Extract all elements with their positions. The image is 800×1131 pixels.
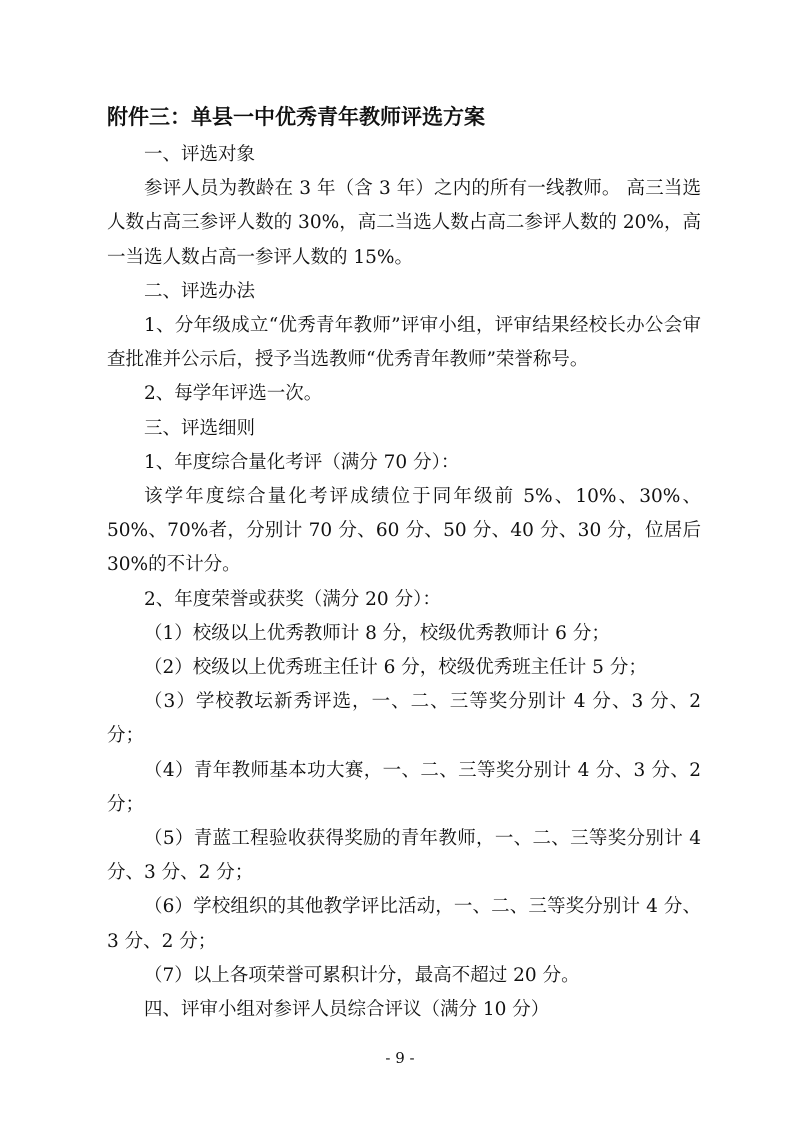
section-heading-4: 四、评审小组对参评人员综合评议（满分 10 分） — [144, 999, 550, 1021]
paragraph-method-1: 1、分年级成立“优秀青年教师”评审小组，评审结果经校长办公会审查批准并公示后，授予当选教师“优秀青年教师”荣誉称号。 — [107, 315, 701, 371]
list-item-7: （7）以上各项荣誉可累积计分，最高不超过 20 分。 — [144, 964, 580, 986]
list-item-6: （6）学校组织的其他教学评比活动，一、二、三等奖分别计 4 分、3 分、2 分； — [107, 896, 701, 952]
paragraph-rule-2: 2、年度荣誉或获奖（满分 20 分）： — [144, 588, 441, 610]
paragraph-eligibility: 参评人员为教龄在 3 年（含 3 年）之内的所有一线教师。 高三当选人数占高三参评人数的 30%，高二当选人数占高二参评人数的 20%，高一当选人数占高一参评人数的 15%。 — [107, 178, 701, 268]
list-item-5: （5）青蓝工程验收获得奖励的青年教师，一、二、三等奖分别计 4 分、3 分、2 分； — [107, 828, 701, 884]
paragraph-rule-1: 1、年度综合量化考评（满分 70 分）： — [144, 451, 460, 473]
document-body — [107, 138, 701, 1027]
list-item-2: （2）校级以上优秀班主任计 6 分，校级优秀班主任计 5 分； — [144, 657, 647, 679]
section-heading-2: 二、评选办法 — [144, 280, 256, 302]
document-title: 附件三：单县一中优秀青年教师评选方案 — [107, 105, 485, 129]
page-number: - 9 - — [385, 1049, 415, 1067]
section-heading-3: 三、评选细则 — [144, 417, 256, 439]
paragraph-method-2: 2、每学年评选一次。 — [144, 383, 323, 405]
list-item-4: （4）青年教师基本功大赛，一、二、三等奖分别计 4 分、3 分、2 分； — [107, 759, 701, 815]
section-heading-1: 一、评选对象 — [144, 144, 256, 165]
paragraph-rule-1-detail: 该学年度综合量化考评成绩位于同年级前 5%、10%、30%、50%、70%者，分别计 70 分、60 分、50 分、40 分、30 分，位居后 30%的不计分。 — [107, 486, 701, 576]
list-item-3: （3）学校教坛新秀评选，一、二、三等奖分别计 4 分、3 分、2 分； — [107, 691, 701, 747]
list-item-1: （1）校级以上优秀教师计 8 分，校级优秀教师计 6 分； — [144, 622, 610, 644]
